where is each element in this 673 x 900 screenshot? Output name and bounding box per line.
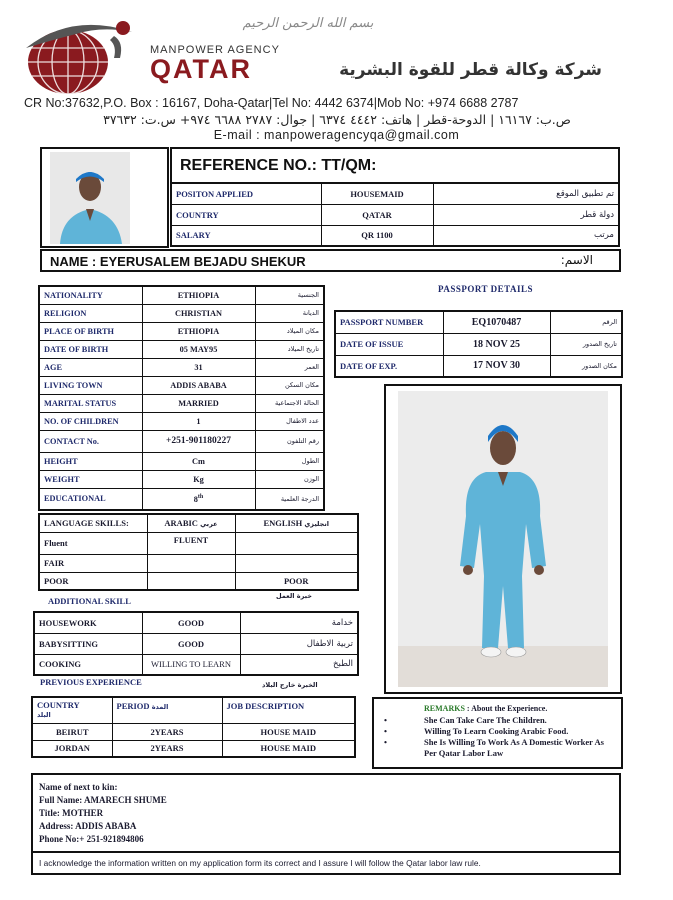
table-row bbox=[34, 654, 358, 675]
applicant-name-bar bbox=[40, 249, 621, 272]
kin-heading: Name of next to kin: bbox=[39, 782, 118, 792]
experience-job: HOUSE MAID bbox=[222, 740, 355, 757]
weight-label-arabic: الوزن bbox=[255, 470, 324, 488]
nationality-value: ETHIOPIA bbox=[142, 286, 255, 304]
housework-label: HOUSEWORK bbox=[34, 612, 142, 633]
kin-full-name: Full Name: AMARECH SHUME bbox=[39, 795, 167, 805]
cooking-label: COOKING bbox=[34, 654, 142, 675]
personal-details-table bbox=[38, 285, 325, 511]
table-row bbox=[34, 612, 358, 633]
country-value: QATAR bbox=[321, 204, 433, 225]
religion-label-arabic: الديانة bbox=[255, 304, 324, 322]
children-label: NO. OF CHILDREN bbox=[39, 412, 142, 430]
salary-label: SALARY bbox=[171, 225, 321, 246]
housework-label-arabic: خدامة bbox=[240, 612, 358, 633]
living-town-label-arabic: مكان السكن bbox=[255, 376, 324, 394]
cooking-value: WILLING TO LEARN bbox=[142, 654, 240, 675]
place-of-birth-value: ETHIOPIA bbox=[142, 322, 255, 340]
height-value: Cm bbox=[142, 452, 255, 470]
position-label: POSITON APPLIED bbox=[171, 183, 321, 204]
passport-number-label: PASSPORT NUMBER bbox=[335, 311, 443, 333]
country-column-label-ar: البلد bbox=[37, 711, 51, 719]
applicant-name-label-arabic: الاسم: bbox=[560, 253, 593, 267]
previous-experience-heading-arabic: الخبرة خارج البلاد bbox=[262, 681, 318, 689]
living-town-value: ADDIS ABABA bbox=[142, 376, 255, 394]
poor-label: POOR bbox=[39, 572, 147, 590]
job-column-header: JOB DESCRIPTION bbox=[222, 697, 355, 723]
table-row bbox=[39, 532, 358, 554]
additional-skill-heading: ADDITIONAL SKILL bbox=[48, 596, 131, 606]
experience-job: HOUSE MAID bbox=[222, 723, 355, 740]
children-value: 1 bbox=[142, 412, 255, 430]
previous-experience-heading: PREVIOUS EXPERIENCE bbox=[40, 677, 142, 687]
email-line: E-mail : manpoweragencyqa@gmail.com bbox=[213, 128, 460, 142]
table-row bbox=[335, 333, 622, 355]
table-row bbox=[39, 430, 324, 452]
education-label-arabic: الدرجة العلمية bbox=[255, 488, 324, 510]
english-fair-value bbox=[235, 554, 358, 572]
date-of-expiry-label: DATE OF EXP. bbox=[335, 355, 443, 377]
next-of-kin-box bbox=[31, 773, 621, 853]
contact-line-arabic: ص.ب: ١٦١٦٧ | الدوحة-قطر | هاتف: ٤٤٤٢ ٦٣٧٤ | جوال: ٢٧٨٧ ٦٦٨٨ ٩٧٤+ س.ت: ٣٧٦٣٢ bbox=[103, 112, 571, 127]
table-row bbox=[171, 204, 619, 225]
contact-label-arabic: رقم التلفون bbox=[255, 430, 324, 452]
fluent-label: Fluent bbox=[39, 532, 147, 554]
children-label-arabic: عدد الاطفال bbox=[255, 412, 324, 430]
table-row bbox=[335, 355, 622, 377]
date-of-issue-label-arabic: تاريخ الصدور bbox=[550, 333, 622, 355]
country-column-header bbox=[32, 697, 112, 723]
table-row bbox=[171, 225, 619, 246]
date-of-issue-label: DATE OF ISSUE bbox=[335, 333, 443, 355]
salary-label-arabic: مرتب bbox=[433, 225, 619, 246]
period-column-label: PERIOD bbox=[116, 701, 150, 711]
bismillah-calligraphy: بسم الله الرحمن الرحيم bbox=[242, 16, 374, 31]
table-row bbox=[39, 452, 324, 470]
acknowledgement-text: I acknowledge the information written on my application form its correct and I assure I will follow the Qatar labor law rule. bbox=[31, 853, 621, 875]
remarks-list bbox=[380, 715, 615, 759]
position-value: HOUSEMAID bbox=[321, 183, 433, 204]
table-row bbox=[335, 311, 622, 333]
table-row bbox=[39, 394, 324, 412]
arabic-poor-value bbox=[147, 572, 235, 590]
table-row bbox=[39, 304, 324, 322]
agency-title: QATAR bbox=[150, 54, 252, 84]
agency-subtitle: MANPOWER AGENCY bbox=[150, 44, 280, 56]
applicant-name: NAME : EYERUSALEM BEJADU SHEKUR bbox=[50, 254, 306, 269]
religion-value: CHRISTIAN bbox=[142, 304, 255, 322]
english-poor-value: POOR bbox=[235, 572, 358, 590]
passport-number-label-arabic: الرقم bbox=[550, 311, 622, 333]
age-label-arabic: العمر bbox=[255, 358, 324, 376]
english-column-label: ENGLISH bbox=[263, 518, 303, 529]
date-of-birth-label: DATE OF BIRTH bbox=[39, 340, 142, 358]
list-item: • She Can Take Care The Children. bbox=[380, 715, 615, 726]
experience-country: BEIRUT bbox=[32, 723, 112, 740]
kin-phone: Phone No:+ 251-921894806 bbox=[39, 834, 144, 844]
babysitting-label-arabic: تربية الاطفال bbox=[240, 633, 358, 654]
contact-value: +251-901180227 bbox=[142, 430, 255, 452]
contact-line: CR No:37632,P.O. Box : 16167, Doha-Qatar|Tel No: 4442 6374|Mob No: +974 6688 2787 bbox=[24, 96, 519, 110]
agency-title-arabic: شركة وكالة قطر للقوة البشرية bbox=[339, 60, 602, 80]
experience-period: 2YEARS bbox=[112, 740, 222, 757]
table-row bbox=[32, 723, 355, 740]
arabic-fluent-value: FLUENT bbox=[147, 532, 235, 554]
table-row bbox=[39, 358, 324, 376]
additional-skill-heading-arabic: خبرة العمل bbox=[276, 592, 312, 600]
place-of-birth-label: PLACE OF BIRTH bbox=[39, 322, 142, 340]
arabic-column-label: ARABIC bbox=[164, 518, 198, 529]
passport-table bbox=[334, 310, 623, 378]
table-row bbox=[39, 488, 324, 510]
remarks-heading bbox=[380, 704, 615, 713]
experience-country: JORDAN bbox=[32, 740, 112, 757]
country-label: COUNTRY bbox=[171, 204, 321, 225]
list-item: • Willing To Learn Cooking Arabic Food. bbox=[380, 726, 615, 737]
babysitting-value: GOOD bbox=[142, 633, 240, 654]
table-row bbox=[39, 572, 358, 590]
education-label: EDUCATIONAL bbox=[39, 488, 142, 510]
housework-value: GOOD bbox=[142, 612, 240, 633]
remarks-label: REMARKS bbox=[424, 704, 465, 713]
english-column-header bbox=[235, 514, 358, 532]
religion-label: RELIGION bbox=[39, 304, 142, 322]
table-row bbox=[39, 340, 324, 358]
table-row bbox=[32, 697, 355, 723]
language-skills-label: LANGUAGE SKILLS: bbox=[39, 514, 147, 532]
date-of-expiry-value: 17 NOV 30 bbox=[443, 355, 550, 377]
cooking-label-arabic: الطبخ bbox=[240, 654, 358, 675]
height-label: HEIGHT bbox=[39, 452, 142, 470]
height-label-arabic: الطول bbox=[255, 452, 324, 470]
agency-globe-logo bbox=[22, 18, 140, 98]
passport-number-value: EQ1070487 bbox=[443, 311, 550, 333]
experience-period: 2YEARS bbox=[112, 723, 222, 740]
remarks-box bbox=[372, 697, 623, 769]
table-row bbox=[32, 740, 355, 757]
education-grade: 8 bbox=[193, 494, 198, 504]
table-row bbox=[34, 633, 358, 654]
marital-status-label-arabic: الحالة الاجتماعية bbox=[255, 394, 324, 412]
age-label: AGE bbox=[39, 358, 142, 376]
position-table bbox=[170, 182, 620, 247]
place-of-birth-label-arabic: مكان الميلاد bbox=[255, 322, 324, 340]
applicant-photo-full bbox=[384, 384, 622, 694]
language-skills-table bbox=[38, 513, 359, 591]
table-row bbox=[39, 322, 324, 340]
date-of-expiry-label-arabic: مكان الصدور bbox=[550, 355, 622, 377]
experience-table bbox=[31, 696, 356, 758]
babysitting-label: BABYSITTING bbox=[34, 633, 142, 654]
reference-number-title: REFERENCE NO.: TT/QM: bbox=[170, 147, 620, 182]
arabic-fair-value bbox=[147, 554, 235, 572]
table-row bbox=[39, 412, 324, 430]
marital-status-label: MARITAL STATUS bbox=[39, 394, 142, 412]
position-label-arabic: تم تطبيق الموقع bbox=[433, 183, 619, 204]
salary-value: QR 1100 bbox=[321, 225, 433, 246]
table-row bbox=[39, 470, 324, 488]
living-town-label: LIVING TOWN bbox=[39, 376, 142, 394]
country-column-label: COUNTRY bbox=[37, 700, 80, 710]
age-value: 31 bbox=[142, 358, 255, 376]
table-row bbox=[39, 376, 324, 394]
kin-title: Title: MOTHER bbox=[39, 808, 104, 818]
fair-label: FAIR bbox=[39, 554, 147, 572]
nationality-label-arabic: الجنسية bbox=[255, 286, 324, 304]
country-label-arabic: دولة قطر bbox=[433, 204, 619, 225]
arabic-column-label-ar: عربي bbox=[200, 520, 218, 529]
marital-status-value: MARRIED bbox=[142, 394, 255, 412]
applicant-full-body-icon bbox=[386, 386, 620, 692]
table-row bbox=[39, 514, 358, 532]
applicant-portrait-icon bbox=[42, 149, 167, 246]
kin-address: Address: ADDIS ABABA bbox=[39, 821, 137, 831]
date-of-issue-value: 18 NOV 25 bbox=[443, 333, 550, 355]
period-column-header bbox=[112, 697, 222, 723]
arabic-column-header bbox=[147, 514, 235, 532]
english-column-label-ar: انجليزي bbox=[304, 520, 330, 529]
education-value bbox=[142, 488, 255, 510]
weight-label: WEIGHT bbox=[39, 470, 142, 488]
passport-details-heading: PASSPORT DETAILS bbox=[438, 284, 533, 294]
nationality-label: NATIONALITY bbox=[39, 286, 142, 304]
period-column-label-ar: المدة bbox=[151, 703, 169, 711]
list-item: • She Is Willing To Work As A Domestic Worker As Per Qatar Labor Law bbox=[380, 737, 615, 759]
table-row bbox=[39, 286, 324, 304]
remarks-title: : About the Experience. bbox=[466, 704, 548, 713]
english-fluent-value bbox=[235, 532, 358, 554]
education-grade-suffix: th bbox=[197, 493, 204, 500]
date-of-birth-value: 05 MAY95 bbox=[142, 340, 255, 358]
additional-skills-table bbox=[33, 611, 359, 676]
weight-value: Kg bbox=[142, 470, 255, 488]
contact-label: CONTACT No. bbox=[39, 430, 142, 452]
table-row bbox=[171, 183, 619, 204]
date-of-birth-label-arabic: تاريخ الميلاد bbox=[255, 340, 324, 358]
table-row bbox=[39, 554, 358, 572]
applicant-photo-small bbox=[40, 147, 169, 248]
